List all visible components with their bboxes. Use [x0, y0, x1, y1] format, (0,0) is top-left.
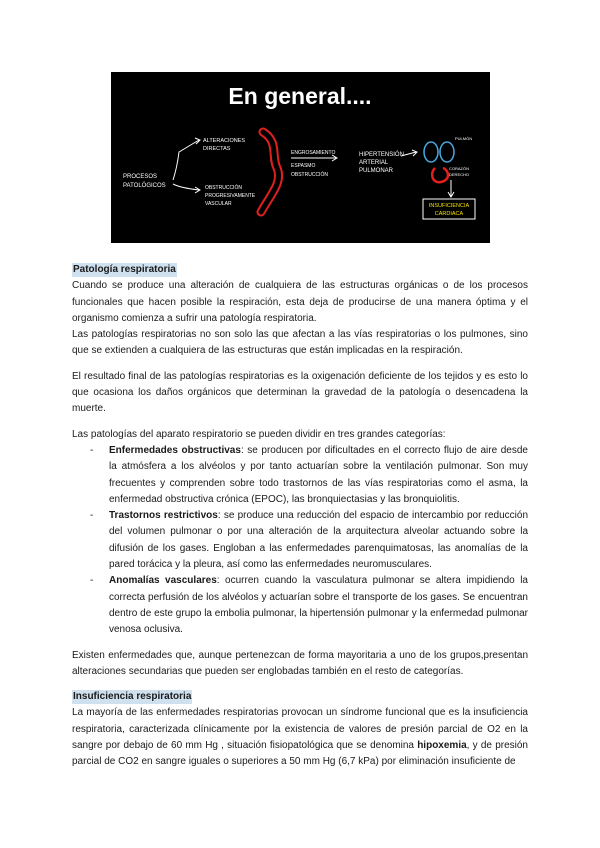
slide-engrosamiento-2: ESPASMO — [291, 163, 316, 169]
slide-corazon-1: CORAZÓN — [449, 166, 469, 171]
slide-obstruccion-1: OBSTRUCCIÓN — [205, 185, 242, 191]
list-text: : se producen por dificultades en el correcto flujo de aire desde la atmósfera a los alvéolos y por tanto actuarían sobre la ventilación pulmonar. Son muy frecuentes y comprenden sobre todo trastornos de las vías respiratorias como el asma, la enfermedad obstructiva crónica (EPOC), las bronquiectasias y las bronquiolitis. — [109, 444, 528, 505]
paragraph-text: , y de presión parcial de CO2 en sangre iguales o superiores a 50 mm Hg (6,7 kPa) por eliminación insuficiente de — [72, 740, 528, 768]
slide-obstruccion-3: VASCULAR — [205, 201, 232, 207]
heading-insuficiencia-respiratoria: Insuficiencia respiratoria — [73, 691, 192, 703]
paragraph: El resultado final de las patologías respiratorias es la oxigenación deficiente de los tejidos y es esto lo que ocasiona los daños orgánicos que determinan la gravedad de la patología o desencadena la muerte. — [72, 370, 528, 415]
slide-title: En general.... — [228, 83, 372, 109]
slide-corazon-2: DERECHO — [449, 172, 470, 177]
list-item — [72, 443, 528, 508]
slide-engrosamiento-3: OBSTRUCCIÓN — [291, 172, 328, 178]
list-item — [72, 573, 528, 638]
slide-obstruccion-2: PROGRESIVAMENTE — [205, 193, 256, 199]
paragraph: Existen enfermedades que, aunque pertenezcan de forma mayoritaria a uno de los grupos,presentan alteraciones secundarias que pueden ser englobadas también en el resto de categorías. — [72, 649, 528, 677]
document-body — [72, 262, 528, 771]
list-text: : se produce una reducción del espacio de intercambio por reducción del volumen pulmonar o por una alteración de la arquitectura alveolar actuando sobre la difusión de los gases. Engloban a las enfermedades parenquimatosas, las anomalías de la pared torácica y la pleura, así como las enfermedades neuromusculares. — [109, 510, 529, 571]
list-term: Trastornos restrictivos — [109, 510, 218, 522]
paragraph — [72, 705, 528, 770]
paragraph: Cuando se produce una alteración de cualquiera de las estructuras orgánicas o de los procesos funcionales que hacen posible la respiración, esta deja de producirse de una manera óptima y el organismo comienza a sufrir una patología respiratoria. — [72, 280, 528, 324]
paragraph-text: La mayoría de las enfermedades respiratorias provocan un síndrome funcional que es la insuficiencia respiratoria, caracterizada clínicamente por la existencia de valores de presión parcial de O2 en la sangre por debajo de 60 mm Hg , situación fisiopatológica que se denomina — [72, 707, 528, 752]
slide-insuficiencia-1: INSUFICIENCIA — [428, 203, 470, 209]
slide-hipertension-3: PULMONAR — [359, 168, 394, 174]
list-item — [72, 508, 528, 573]
list-term: Anomalías vasculares — [109, 575, 217, 587]
list-dash: - — [90, 444, 94, 456]
slide-alteraciones-1: ALTERACIONES — [203, 138, 246, 144]
slide-procesos-2: PATOLÓGICOS — [123, 183, 166, 189]
categories-list — [72, 443, 528, 639]
list-dash: - — [90, 510, 94, 522]
slide-alteraciones-2: DIRECTAS — [203, 146, 231, 152]
heading-patologia-respiratoria: Patología respiratoria — [73, 264, 176, 275]
list-text: : ocurren cuando la vasculatura pulmonar se altera impidiendo la correcta perfusión de los alvéolos y actuarían sobre el transporte de los gases. Se encuentran dentro de este grupo la embolia pulmonar, la hipertensión pulmonar y la enfermedad pulmonar venosa oclusiva. — [109, 575, 528, 636]
slide-hipertension-2: ARTERIAL — [359, 160, 389, 166]
list-term: Enfermedades obstructivas — [109, 444, 241, 456]
slide-insuficiencia-2: CARDIACA — [434, 211, 464, 217]
keyword-hipoxemia: hipoxemia — [417, 740, 467, 752]
slide-pulmon-label: PULMÓN — [455, 136, 473, 141]
summary-slide-image — [111, 72, 490, 243]
paragraph: Las patologías respiratorias no son solo las que afectan a las vías respiratorias o los pulmones, sino que se extienden a cualquiera de las estructuras que están implicadas en la respiración. — [72, 329, 528, 357]
list-dash: - — [90, 575, 94, 587]
slide-engrosamiento-1: ENGROSAMIENTO — [291, 150, 336, 156]
slide-procesos-1: PROCESOS — [123, 174, 158, 180]
paragraph: Las patologías del aparato respiratorio se pueden dividir en tres grandes categorías: — [72, 428, 446, 440]
slide-hipertension-1: HIPERTENSIÓN — [359, 152, 404, 158]
